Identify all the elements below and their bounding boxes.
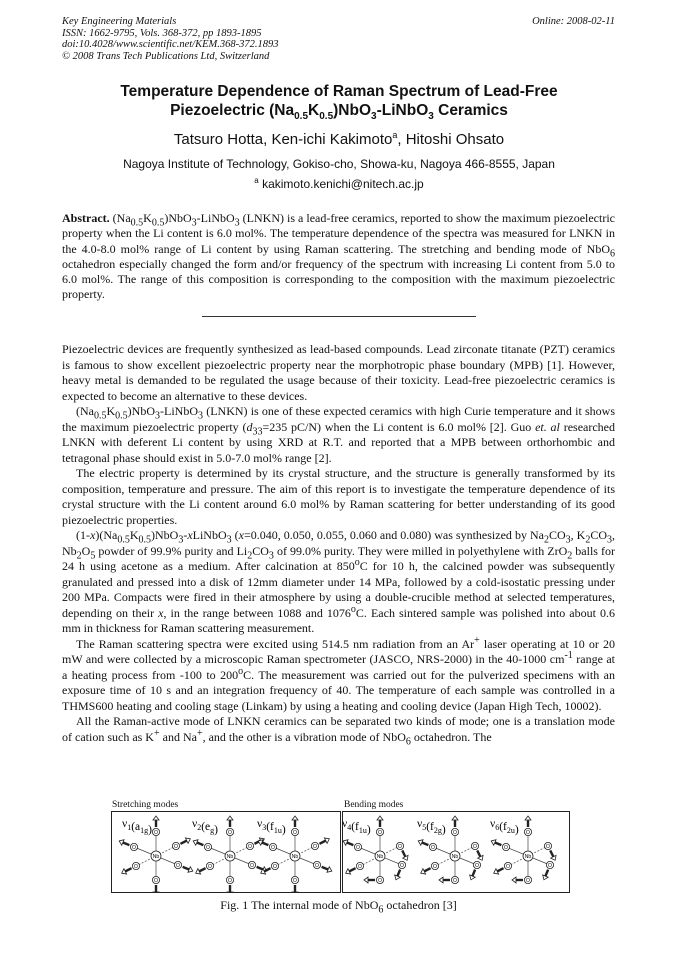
oxygen-atom-label: O	[378, 877, 382, 884]
nb-atom-label: Nb	[524, 854, 532, 860]
arrow-head	[418, 840, 423, 846]
figure-1	[108, 800, 570, 890]
arrow-head	[193, 840, 198, 846]
displacement-arrow	[397, 870, 400, 876]
oxygen-atom-label: O	[400, 862, 404, 869]
title-line-1: Temperature Dependence of Raman Spectrum of Lead-Free	[120, 83, 558, 100]
section-divider	[202, 316, 476, 317]
mode-label: $\nu_2(e_g)$	[192, 818, 218, 836]
displacement-arrow	[183, 867, 189, 870]
displacement-arrow	[180, 841, 186, 844]
nb-atom-label: Nb	[152, 854, 160, 860]
arrow-head	[292, 816, 298, 820]
oxygen-atom-label: O	[134, 863, 138, 870]
displacement-arrow	[125, 868, 131, 871]
displacement-arrow	[545, 870, 548, 876]
displacement-arrow	[349, 868, 355, 871]
oxygen-atom-label: O	[154, 877, 158, 884]
displacement-arrow	[472, 870, 475, 876]
oxygen-atom-label: O	[271, 844, 275, 851]
arrow-head	[452, 816, 458, 820]
author-email: $^a$ kakimoto.kenichi@nitech.ac.jp	[254, 176, 424, 191]
oxygen-atom-label: O	[154, 829, 158, 836]
oxygen-atom-label: O	[398, 843, 402, 850]
mode-label: $\nu_5(f_{2g})$	[417, 818, 446, 836]
arrow-head	[439, 877, 443, 883]
oxygen-atom-label: O	[548, 862, 552, 869]
arrow-head	[470, 875, 476, 880]
displacement-arrow	[347, 842, 353, 845]
arrow-head	[327, 867, 332, 873]
arrow-head	[377, 816, 383, 820]
oxygen-atom-label: O	[248, 843, 252, 850]
oxygen-atom-label: O	[315, 862, 319, 869]
displacement-arrow	[199, 868, 205, 871]
displacement-arrow	[495, 842, 501, 845]
oxygen-atom-label: O	[473, 843, 477, 850]
paragraph: $(1-x)(Na_{0.5}K_{0.5})NbO_3-xLiNbO_3$ (x=0.040, 0.050, 0.055, 0.060 and 0.080) was synthesized by $Na_2CO_3$, $K_2CO_3$, $Nb_2O_5$ powder of 99.9% purity and $Li_2CO_3$ of 99.0% purity. They were milled in polyethylene with ZrO$_2$ balls for 24 h using acetone as a medium. After calcination at 850$^o$C for 10 h, the calcined powder was subsequently granulated and pressed into a disk of 12mm diameter under 14 MPa, followed by a cold-isostatic pressing under 200 MPa. Compacts were fired in their atmosphere by using a double-crucible method at selected temperatures, depending on their x, in the range between 1088 and 1076$^o$C. Each sintered sample was polished into about 0.6 mm in thickness for Raman scattering measurement.	[62, 528, 616, 635]
oxygen-atom-label: O	[293, 829, 297, 836]
oxygen-atom-label: O	[313, 843, 317, 850]
arrow-head	[119, 840, 124, 846]
doi-line: doi:10.4028/www.scientific.net/KEM.368-372.1893	[62, 39, 279, 50]
nb-atom-label: Nb	[291, 854, 299, 860]
mode-label: $\nu_6(f_{2u})$	[490, 818, 519, 836]
paragraph: $(Na_{0.5}K_{0.5})NbO_3-LiNbO_3$ (LNKN) is one of these expected ceramics with high Curie temperature and it shows the maximum piezoelectric property ($d_{33}=235$ pC/N) when the Li content is 6.0 mol% [2]. Guo et. al researched LNKN with deferent Li content by using XRD at R.T. and reported that a MPB between orthorhombic and tetragonal phase should exist in 5.0-7.0 mol% range [2].	[62, 404, 616, 465]
arrow-head	[543, 875, 549, 880]
displacement-arrow	[322, 867, 328, 870]
copyright-line: © 2008 Trans Tech Publications Ltd, Switzerland	[62, 50, 270, 62]
arrow-head	[188, 867, 193, 873]
bending-modes-label: Bending modes	[344, 800, 404, 810]
body-text	[62, 342, 615, 745]
paragraph: Piezoelectric devices are frequently synthesized as lead-based compounds. Lead zirconate titanate (PZT) ceramics is famous to show excellent piezoelectric property near the morphotropic phase boundary (MPB) [1]. However, heavy metal is demanded to be regulated the usage because of their toxicity. Lead-free piezoelectric ceramics is expected to become an alternative to these devices.	[62, 342, 615, 403]
mode-label: $\nu_3(f_{1u})$	[257, 818, 286, 836]
displacement-arrow	[497, 868, 503, 871]
oxygen-atom-label: O	[358, 863, 362, 870]
oxygen-atom-label: O	[228, 829, 232, 836]
displacement-arrow	[402, 850, 405, 856]
arrow-head	[395, 875, 401, 880]
nb-atom-label: Nb	[376, 854, 384, 860]
oxygen-atom-label: O	[208, 863, 212, 870]
arrow-head	[512, 877, 516, 883]
oxygen-atom-label: O	[431, 844, 435, 851]
oxygen-atom-label: O	[475, 862, 479, 869]
arrow-head	[343, 840, 348, 846]
oxygen-atom-label: O	[273, 863, 277, 870]
affiliation: Nagoya Institute of Technology, Gokiso-cho, Showa-ku, Nagoya 466-8555, Japan	[123, 157, 555, 171]
oxygen-atom-label: O	[453, 829, 457, 836]
paragraph: All the Raman-active mode of LNKN ceramics can be separated two kinds of mode; one is a translation mode of cation such as K+ and Na+, and the other is a vibration mode of NbO$_6$ octahedron. The	[62, 714, 615, 747]
displacement-arrow	[123, 842, 129, 845]
oxygen-atom-label: O	[433, 863, 437, 870]
mode-label: $\nu_1(a_{1g})$	[122, 818, 152, 836]
stretching-modes-label: Stretching modes	[112, 800, 179, 810]
oxygen-atom-label: O	[206, 844, 210, 851]
arrow-head	[227, 816, 233, 820]
arrow-head	[258, 840, 263, 846]
oxygen-atom-label: O	[228, 877, 232, 884]
abstract: Abstract. $(Na_{0.5}K_{0.5})NbO_3-LiNbO_3$ (LNKN) is a lead-free ceramics, reported to show the maximum piezoelectric property when the Li content is 6.0 mol%. The temperature dependence of the spectra was measured for LNKN in the 4.0-8.0 mol% range of Li content by using Raman scattering. The stretching and bending mode of NbO$_6$ octahedron especially changed the form and/or frequency of the spectrum with increasing Li content from 5.0 to 6.0 mol%. The range of this composition is corresponding to the composition with the maximum piezoelectric property.	[62, 211, 615, 302]
oxygen-atom-label: O	[174, 843, 178, 850]
arrow-head	[364, 877, 368, 883]
issn-line: ISSN: 1662-9795, Vols. 368-372, pp 1893-1895	[62, 27, 262, 39]
arrow-head	[153, 816, 159, 820]
oxygen-atom-label: O	[132, 844, 136, 851]
mode-label: $\nu_4(f_{1u})$	[342, 818, 371, 836]
nb-atom-label: Nb	[226, 854, 234, 860]
oxygen-atom-label: O	[546, 843, 550, 850]
oxygen-atom-label: O	[504, 844, 508, 851]
journal-name: Key Engineering Materials	[62, 16, 177, 27]
online-date: Online: 2008-02-11	[532, 16, 615, 27]
displacement-arrow	[262, 842, 268, 845]
oxygen-atom-label: O	[356, 844, 360, 851]
displacement-arrow	[424, 868, 430, 871]
title-line-2: Piezoelectric $(Na_{0.5}K_{0.5})NbO_3-LiNbO_3$ Ceramics	[170, 102, 508, 123]
oxygen-atom-label: O	[250, 862, 254, 869]
oxygen-atom-label: O	[526, 877, 530, 884]
author-list: Tatsuro Hotta, Ken-ichi Kakimoto$^a$, Hitoshi Ohsato	[173, 130, 505, 148]
octahedron-diagrams	[108, 800, 570, 892]
oxygen-atom-label: O	[378, 829, 382, 836]
oxygen-atom-label: O	[293, 877, 297, 884]
paper-title	[62, 82, 616, 123]
abstract-label: Abstract.	[62, 211, 110, 225]
oxygen-atom-label: O	[526, 829, 530, 836]
oxygen-atom-label: O	[453, 877, 457, 884]
displacement-arrow	[477, 850, 480, 856]
oxygen-atom-label: O	[176, 862, 180, 869]
oxygen-atom-label: O	[506, 863, 510, 870]
figure-caption: Fig. 1 The internal mode of NbO$_6$ octahedron [3]	[220, 898, 457, 916]
displacement-arrow	[550, 850, 553, 856]
arrow-head	[525, 816, 531, 820]
journal-header	[62, 16, 279, 62]
nb-atom-label: Nb	[451, 854, 459, 860]
displacement-arrow	[319, 841, 325, 844]
paragraph: The Raman scattering spectra were excited using 514.5 nm radiation from an Ar+ laser operating at 10 or 20 mW and were collected by a microscopic Raman spectrometer (JASCO, NRS-2000) in the 40-1000 $cm^{-1}$ range at a heating process from -100 to 200$^o$C. The measurement was carried out for the pulverized specimens with an exposure time of 10 s and an integration frequency of 40. The temperature of each sample was controlled in a THMS600 heating and cooling stage (Linkam) by using a heating and cooling device (Japan High Tech, 10002).	[62, 634, 616, 713]
displacement-arrow	[197, 842, 203, 845]
displacement-arrow	[257, 867, 263, 870]
arrow-head	[491, 840, 496, 846]
displacement-arrow	[422, 842, 428, 845]
paragraph: The electric property is determined by its crystal structure, and the structure is generally transformed by its composition, temperature and pressure. The aim of this report is to investigate the temperature dependence of its crystal structure with the Li content around 6.0 mol% by Raman scattering for better understanding of its good piezoelectric properties.	[62, 466, 615, 527]
